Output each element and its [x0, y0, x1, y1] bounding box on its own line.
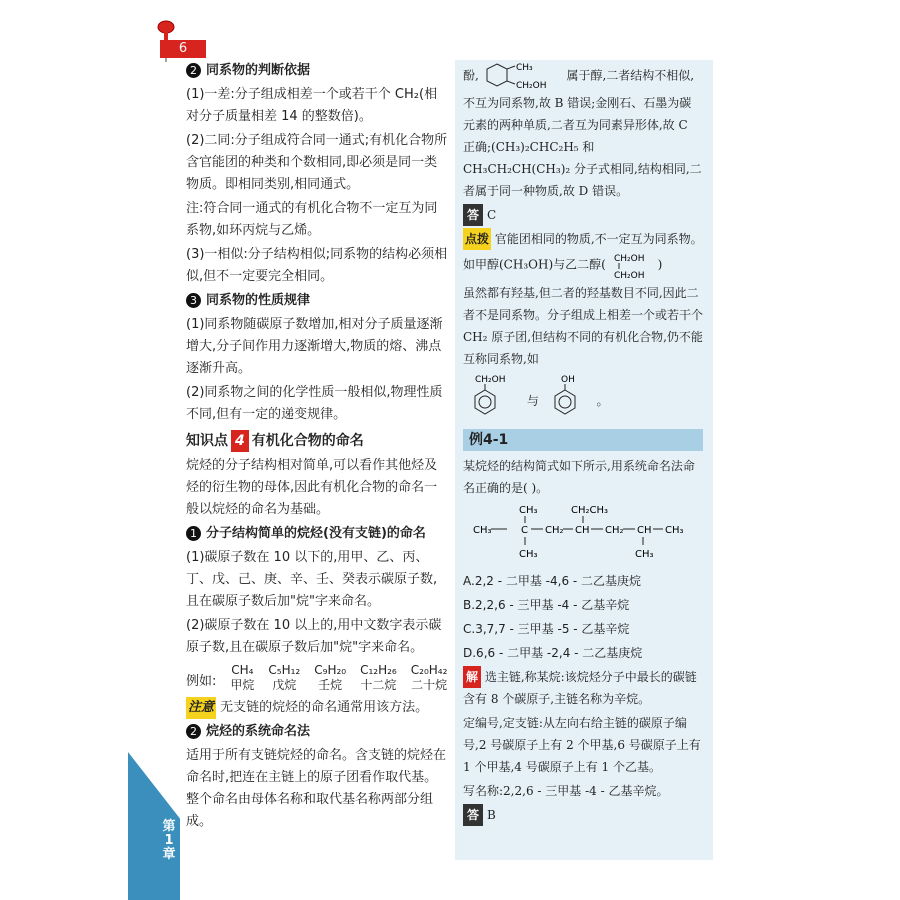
paragraph: (2)同系物之间的化学性质一般相似,物理性质不同,但有一定的递变规律。 [186, 385, 443, 422]
paragraph: 适用于所有支链烷烃的命名。含支链的烷烃在命名时,把连在主链上的原子团看作取代基。整个命名由母体名称和取代基名称两部分组成。 [186, 748, 447, 829]
phenol-ring [543, 372, 593, 418]
svg-text:CH: CH [575, 525, 590, 536]
svg-text:CH₂OH: CH₂OH [475, 375, 506, 385]
paragraph: 注:符合同一通式的有机化合物不一定互为同系物,如环丙烷与乙烯。 [186, 201, 438, 238]
example-title-bar: 例4-1 [463, 429, 703, 451]
example-item: C₂₀H₄₂ 二十烷 [410, 663, 448, 692]
number-badge: 3 [186, 293, 201, 308]
number-badge: 1 [186, 526, 201, 541]
paragraph: (1)碳原子数在 10 以下的,用甲、乙、丙、丁、戊、己、庚、辛、壬、癸表示碳原子数,且在碳原子数后加"烷"字来命名。 [186, 550, 438, 609]
option-a: A.2,2 - 二甲基 -4,6 - 二乙基庚烷 [463, 574, 642, 588]
answer-continuation: 酚, CH₃ CH₂OH 属于醇,二者结构不相似,不互为同系物,故 B 错误;金刚石、石墨为碳元素的两种单质,二者互为同素异形体,故 C 正确;(CH₃)₂CHC₂H₅ 和 CH₃CH₂CH(CH₃)₂ 分子式相同,结构相同,二者属于同一种物质,故 D 错误。 [463, 60, 703, 202]
answer-line: 答 B [463, 804, 703, 826]
left-column [186, 60, 450, 835]
option-d: D.6,6 - 二甲基 -2,4 - 二乙基庚烷 [463, 646, 643, 660]
benzyl-alcohol-structure [483, 60, 563, 92]
svg-text:CH₃: CH₃ [665, 525, 684, 536]
svg-text:CH₃: CH₃ [519, 505, 538, 516]
example-item: C₁₂H₂₆ 十二烷 [360, 663, 397, 692]
example-item: C₉H₂₀ 壬烷 [314, 663, 347, 692]
benzyl-alcohol-ring [463, 372, 523, 418]
paragraph: 烷烃的分子结构相对简单,可以看作其他烃及烃的衍生物的母体,因此有机化合物的命名一般以烷烃的命名为基础。 [186, 458, 438, 517]
heading-systematic-naming: 2 烷烃的系统命名法 [186, 721, 450, 743]
svg-text:CH₃: CH₃ [519, 549, 538, 560]
knowledge-point-heading: 知识点 4 有机化合物的命名 [186, 430, 450, 453]
ethylene-glycol-structure [610, 250, 658, 280]
paragraph: (1)一差:分子组成相差一个或若干个 CH₂(相对分子质量相差 14 的整数倍)。 [186, 87, 438, 124]
question: 某烷烃的结构简式如下所示,用系统命名法命名正确的是( )。 [463, 459, 695, 495]
heading-homolog-properties: 3 同系物的性质规律 [186, 290, 450, 312]
number-badge: 2 [186, 63, 201, 78]
svg-text:C: C [521, 525, 528, 536]
solution-step: 写名称:2,2,6 - 三甲基 -4 - 乙基辛烷。 [463, 784, 669, 798]
svg-text:CH₂: CH₂ [605, 525, 624, 536]
alkane-examples [186, 663, 450, 693]
svg-text:CH₂OH: CH₂OH [613, 254, 645, 264]
paragraph: (3)一相似:分子结构相似;同系物的结构必须相似,但不一定要完全相同。 [186, 247, 448, 284]
example-item: C₅H₁₂ 戊烷 [268, 663, 301, 692]
examples-label: 例如: [186, 674, 217, 689]
paragraph: (2)二同:分子组成符合同一通式;有机化合物所含官能团的种类和个数相同,即必须是同一类物质。即相同类别,相同通式。 [186, 133, 448, 192]
solution: 解 选主链,称某烷:该烷烃分子中最长的碳链含有 8 个碳原子,主链名称为辛烷。 [463, 666, 703, 710]
right-column-panel [455, 60, 713, 860]
note: 注意 无支链的烷烃的命名通常用该方法。 [186, 697, 450, 719]
number-badge: 2 [186, 724, 201, 739]
solution-step: 定编号,定支链:从左向右给主链的碳原子编号,2 号碳原子上有 2 个甲基,6 号碳原子上有 1 个甲基,4 号碳原子上有 1 个乙基。 [463, 716, 701, 774]
svg-text:CH₃: CH₃ [515, 63, 533, 73]
svg-text:CH₃: CH₃ [635, 549, 654, 560]
option-b: B.2,2,6 - 三甲基 -4 - 乙基辛烷 [463, 598, 630, 612]
svg-text:CH₂OH: CH₂OH [515, 81, 547, 91]
heading-homolog-criteria: 2 同系物的判断依据 [186, 60, 450, 82]
page-number: 6 [160, 40, 206, 58]
svg-text:CH: CH [637, 525, 652, 536]
example-item: CH₄ 甲烷 [230, 663, 255, 692]
alkane-structure [463, 501, 703, 563]
structures-compare: CH₂OH 与 OH 。 [463, 372, 703, 425]
option-c: C.3,7,7 - 三甲基 -5 - 乙基辛烷 [463, 622, 630, 636]
heading-simple-alkane: 1 分子结构简单的烷烃(没有支链)的命名 [186, 523, 450, 545]
answer-line: 答 C [463, 204, 703, 226]
svg-text:CH₂CH₃: CH₂CH₃ [571, 505, 609, 516]
svg-text:OH: OH [560, 375, 575, 385]
chapter-label: 第1章 [162, 819, 176, 862]
tip-continued: 虽然都有羟基,但二者的羟基数目不同,因此二者不是同系物。分子组成上相差一个或若干个 CH₂ 原子团,但结构不同的有机化合物,仍不能互称同系物,如 [463, 286, 704, 366]
svg-text:CH₃: CH₃ [473, 525, 492, 536]
paragraph: (1)同系物随碳原子数增加,相对分子质量逐渐增大,分子间作用力逐渐增大,物质的熔、沸点逐渐升高。 [186, 317, 443, 376]
svg-text:CH₂OH: CH₂OH [613, 271, 645, 280]
paragraph: (2)碳原子数在 10 以上的,用中文数字表示碳原子数,且在碳原子数后加"烷"字来命名。 [186, 618, 442, 655]
svg-text:CH₂: CH₂ [545, 525, 564, 536]
tip: 点拨 官能团相同的物质,不一定互为同系物。如甲醇(CH₃OH)与乙二醇( CH₂OH CH₂OH ) [463, 228, 703, 280]
